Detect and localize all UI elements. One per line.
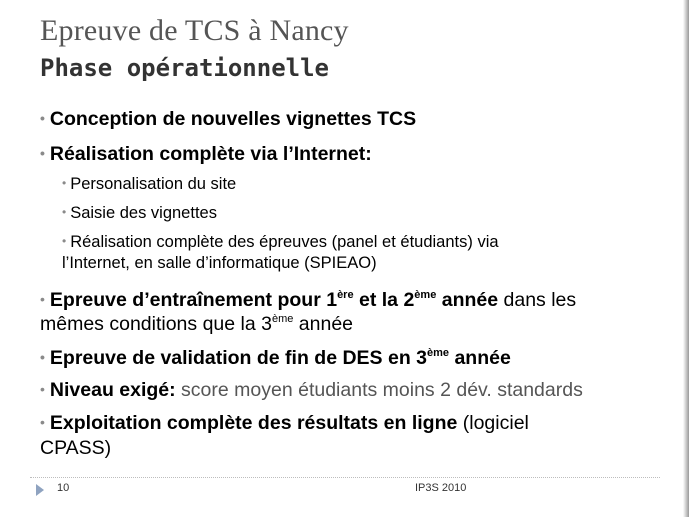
slide-title: Epreuve de TCS à Nancy [40,14,349,47]
bullet-exploitation: • Exploitation complète des résultats en ligne (logiciel [40,412,529,434]
subbullet-dot: • [62,205,67,219]
subbullet-personalisation: • Personalisation du site [62,175,237,193]
bullet-entrainement: • Epreuve d’entraînement pour 1ère et la 2ème année dans les [40,289,577,311]
slide-subtitle: Phase opérationnelle [40,54,329,82]
bullet-exploitation-line2: CPASS) [40,437,112,459]
bullet-dot: • [40,414,45,430]
bullet-dot: • [40,291,45,307]
page-number: 10 [57,482,70,494]
bullet-entrainement-line2: mêmes conditions que la 3ème année [40,313,354,335]
bullet-dot: • [40,381,45,397]
footer-text: IP3S 2010 [415,482,467,494]
bullet-dot: • [40,110,45,126]
subbullet-epreuves-line2: l’Internet, en salle d’informatique (SPIEAO) [62,254,377,272]
bullet-conception: • Conception de nouvelles vignettes TCS [40,108,417,130]
bullet-dot: • [40,349,45,365]
bullet-realisation: • Réalisation complète via l’Internet: [40,143,372,165]
triangle-play-icon [36,484,44,496]
subbullet-epreuves: • Réalisation complète des épreuves (panel et étudiants) via [62,233,499,251]
footer-separator [30,477,660,478]
bullet-dot: • [40,145,45,161]
subbullet-saisie: • Saisie des vignettes [62,204,217,222]
bullet-validation: • Epreuve de validation de fin de DES en 3ème année [40,347,511,369]
subbullet-dot: • [62,234,67,248]
slide-edge-shadow [683,0,689,517]
subbullet-dot: • [62,176,67,190]
bullet-niveau: • Niveau exigé: score moyen étudiants moins 2 dév. standards [40,379,583,401]
